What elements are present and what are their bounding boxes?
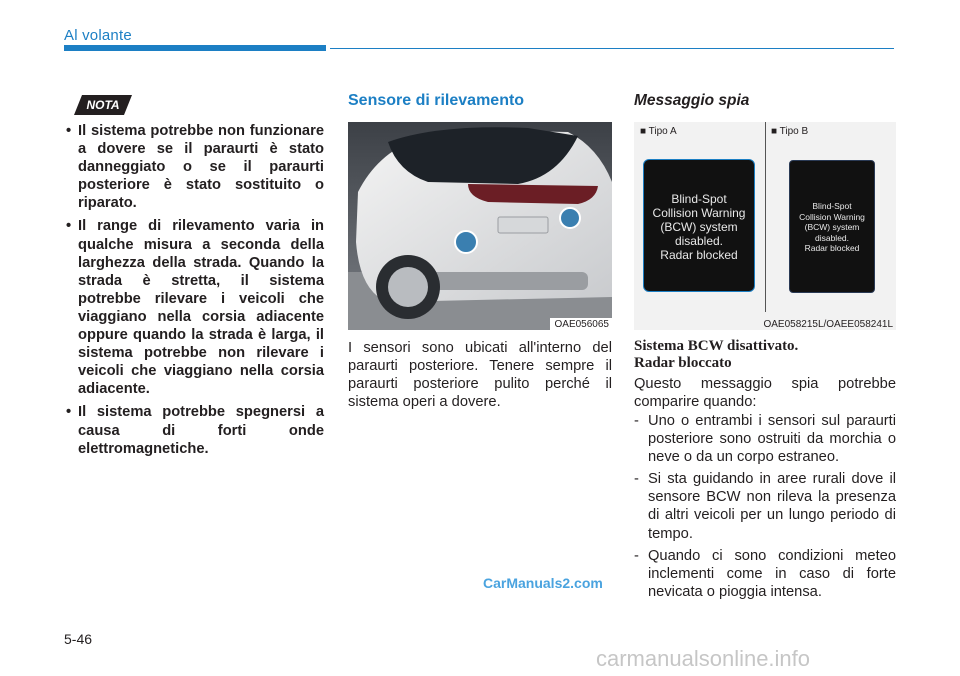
screen-a-line: (BCW) system (660, 220, 738, 234)
page-number: 5-46 (64, 631, 93, 647)
condition-list (634, 412, 896, 605)
type-b-label: ■ Tipo B (771, 126, 809, 137)
screen-a-line: disabled. (674, 234, 724, 248)
screen-a-line: Collision Warning (652, 206, 746, 220)
type-divider (765, 122, 766, 312)
nota-badge (74, 95, 132, 115)
screen-b-text (790, 201, 874, 254)
screen-b-line: Blind-Spot (812, 201, 852, 211)
warning-paragraph: Questo messaggio spia potrebbe comparire quando: (634, 376, 896, 411)
warning-image-code: OAE058215L/OAEE058241L (758, 318, 896, 330)
sensor-paragraph: I sensori sono ubicati all'interno del paraurti posteriore. Tenere sempre il paraurti posteriore pulito perché il sistema operi a dovere. (348, 340, 612, 411)
bcw-subheading (634, 338, 896, 372)
screen-a-text (644, 192, 754, 262)
screen-a-line: Radar blocked (660, 248, 738, 262)
note-bullet-list (66, 122, 324, 463)
condition-item: - Uno o entrambi i sensori sul paraurti posteriore sono ostruiti da morchia o neve o da un corpo estraneo. (634, 412, 896, 466)
screen-a-line: Blind-Spot (671, 192, 727, 206)
bcw-subheading-line-2: Radar bloccato (634, 355, 732, 371)
type-a-label: ■ Tipo A (640, 126, 677, 137)
header-rule-thick (64, 45, 326, 51)
section-title: Al volante (64, 27, 132, 44)
carmanuals-watermark[interactable]: CarManuals2.com (483, 575, 603, 591)
warning-heading: Messaggio spia (634, 92, 750, 109)
cluster-screen-type-a (643, 159, 755, 292)
cluster-screen-type-b (789, 160, 875, 293)
screen-b-line: Radar blocked (804, 243, 860, 253)
car-rear-image (348, 122, 612, 330)
note-bullet: • Il sistema potrebbe non funzionare a dovere se il paraurti è stato danneggiato o se il paraurti posteriore è stato sostituito o riparato. (66, 122, 324, 212)
bcw-subheading-line-1: Sistema BCW disattivato. (634, 338, 799, 354)
condition-item: - Si sta guidando in aree rurali dove il sensore BCW non rileva la presenza di altri veicoli per un lungo periodo di tempo. (634, 470, 896, 542)
car-illustration (348, 122, 612, 330)
warning-message-image (634, 122, 896, 330)
condition-item: - Quando ci sono condizioni meteo inclementi come in caso di forte nevicata o pioggia intensa. (634, 547, 896, 601)
nota-label: NOTA (86, 98, 120, 112)
note-bullet: • Il range di rilevamento varia in qualche misura a seconda della larghezza della strada. Quando la strada è stretta, il sistema potrebbe rilevare i veicoli che viaggiano nella corsia adiacente oppure quando la strada è larga, il sistema potrebbe non rilevare i veicoli che viaggiano nella corsia adiacente. (66, 217, 324, 398)
car-image-code: OAE056065 (550, 318, 613, 330)
note-bullet: • Il sistema potrebbe spegnersi a causa di forti onde elettromagnetiche. (66, 403, 324, 457)
screen-b-line: Collision Warning (799, 211, 865, 222)
screen-b-line: disabled. (814, 232, 850, 243)
screen-b-line: (BCW) system (804, 222, 860, 232)
header-rule-thin (330, 48, 894, 49)
sensor-heading: Sensore di rilevamento (348, 92, 525, 109)
online-watermark[interactable]: carmanualsonline.info (596, 646, 811, 671)
